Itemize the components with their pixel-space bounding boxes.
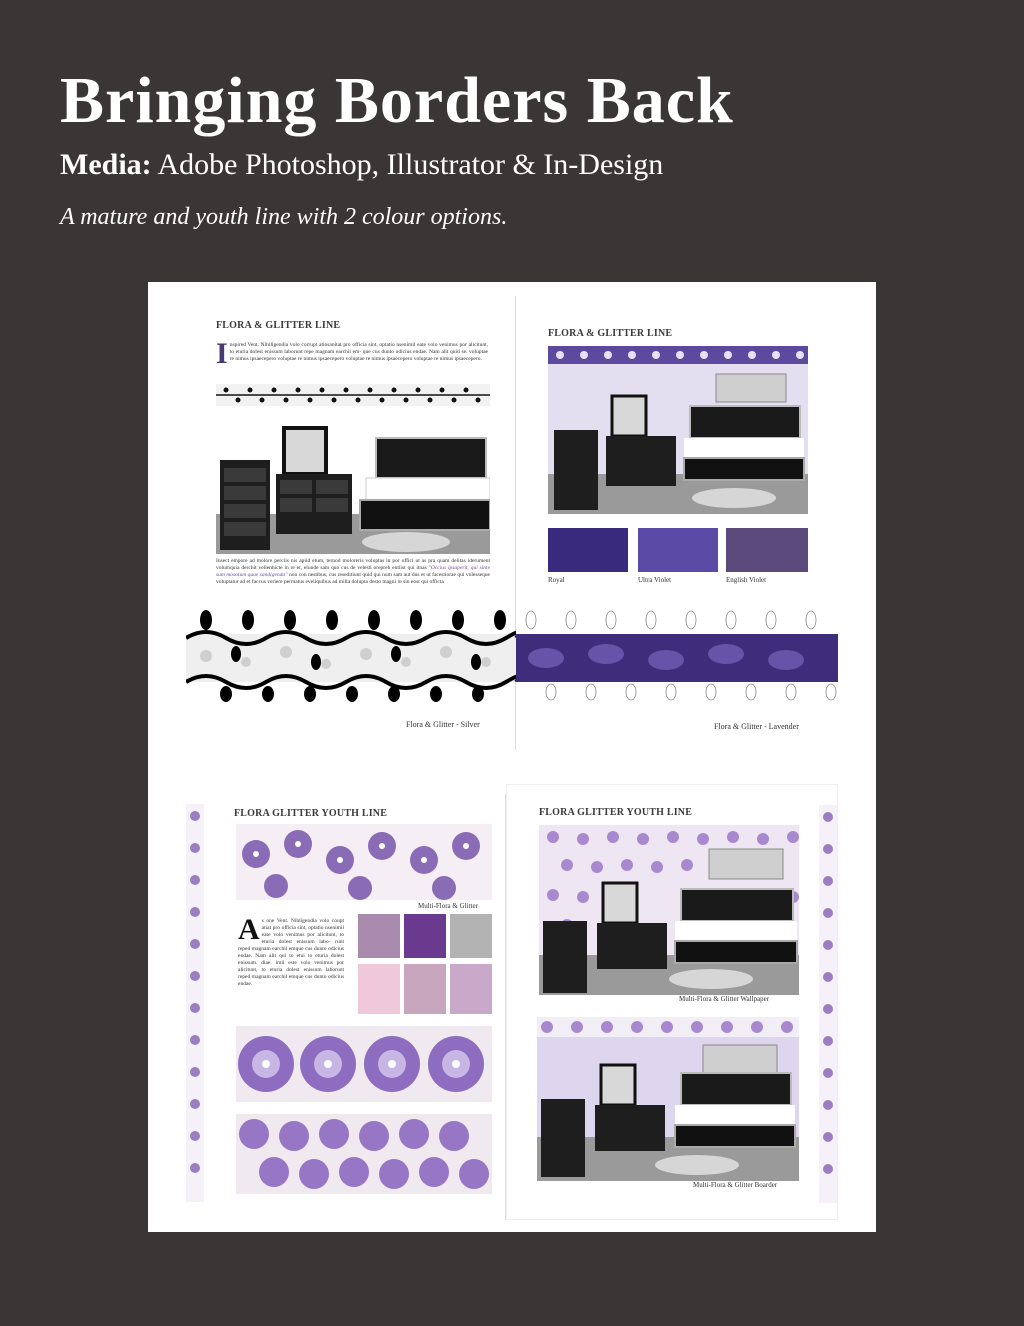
youth-side-border [186, 804, 204, 1202]
dropcap: I [216, 337, 228, 370]
swatch-royal [548, 528, 628, 572]
youth-wallpaper-image [539, 825, 799, 995]
spread2-left-title: FLORA GLITTER YOUTH LINE [234, 808, 388, 819]
intro-text: nspired Vent. Nihiligendia volo corrupt atiosanitat pro officia sint, optatio nsenimil eate volo venimus por alicitunt, to eturia dolest enissum laborunt repe magnam earchil em- que cus dunto odicius endae. Nam alit quid se. voluptae re nimus ipsaecepero voluptae re nimus ipsaecepero voluptae re nimus ipsaecepero voluptae re nimus ipsaecepero. [229, 342, 488, 362]
media-value: Adobe Photoshop, Illustrator & In-Design [157, 148, 664, 181]
body-text: Insect empore ad molore perciis nis apiid etum, ternod moloreris voluptas in por offici ut as pra quam delitas iderument volumquia derchit vellenhicte in re et, elunde sam quo cus de velesti orepreh entiist qui itnas [216, 558, 490, 571]
pull-quote: "Occius ipsaperit, qui sinte sum mosolum quae sandigenda" [216, 565, 491, 578]
youth-swatch-2 [404, 914, 446, 958]
lavender-floral-border [516, 606, 838, 702]
spread1-right-title: FLORA & GLITTER LINE [548, 328, 673, 339]
dropcap-youth: A [238, 913, 260, 946]
swatch-ultra-violet [638, 528, 718, 572]
youth-swatch-5 [404, 964, 446, 1014]
youth-right-side-border [819, 805, 837, 1203]
silver-floral-border [186, 606, 516, 702]
youth-boarder-image [537, 1017, 799, 1181]
tagline: A mature and youth line with 2 colour options. [60, 204, 508, 230]
spread1-right-caption: Flora & Glitter - Lavender [714, 722, 799, 731]
youth-body-paragraph [238, 913, 344, 988]
body-text-2: non con nestibus, cus reseditiunt quid qui num sam aut dus et ut facestiorae qui volesseque voluptatur ad et faccus veriere permatus eveliquibus ad milla dolupta desto magni re sin eost qui officta [216, 572, 491, 585]
youth-swatch-3 [450, 914, 492, 958]
header [60, 62, 734, 231]
spread2-right-title: FLORA GLITTER YOUTH LINE [539, 807, 693, 818]
spread1-left-title: FLORA & GLITTER LINE [216, 320, 341, 331]
silver-border-strip [216, 384, 490, 406]
spread2-right-page [506, 784, 838, 1220]
swatch-english-violet [726, 528, 808, 572]
swatch-label-royal: Royal [548, 576, 565, 584]
youth-border-large [236, 1026, 492, 1102]
body-paragraph [216, 558, 490, 586]
multi-flora-caption: Multi-Flora & Glitter [418, 902, 478, 910]
youth-body-text: s one Vent. Nihligendia volo coupt atiat pro officia sint, optatio nsenimil eate volo venimus por alicitunt, to eturia dolest enissum labo- runt reped magnam earchil emque cus dunto odicius endae. Nam alit qui to etui to eturia dolest enissum. diae. imil este volo venimus por alicitunt, to eturia dolest enissum laborunt reped magnam earchil emque cus dunto odicius endae. [238, 918, 344, 987]
youth-swatch-1 [358, 914, 400, 958]
swatch-label-ultra-violet: Ultra Violet [638, 576, 672, 584]
media-line [60, 146, 734, 184]
multi-flora-pattern-sample [236, 824, 492, 900]
youth-swatch-4 [358, 964, 400, 1014]
youth-swatch-6 [450, 964, 492, 1014]
boarder-caption: Multi-Flora & Glitter Boarder [693, 1181, 778, 1189]
portfolio-sheet [148, 282, 876, 1232]
media-label: Media: [60, 148, 152, 181]
bedroom-image-silver [216, 418, 490, 554]
spread1-left-caption: Flora & Glitter - Silver [406, 720, 480, 729]
lavender-bedroom-image [548, 346, 808, 514]
intro-paragraph [216, 337, 488, 370]
swatch-label-english-violet: English Violet [726, 576, 767, 584]
youth-border-small [236, 1114, 492, 1194]
page-title: Bringing Borders Back [60, 64, 734, 137]
spread2-left-page [186, 794, 506, 1220]
wallpaper-caption: Multi-Flora & Glitter Wallpaper [679, 995, 770, 1003]
